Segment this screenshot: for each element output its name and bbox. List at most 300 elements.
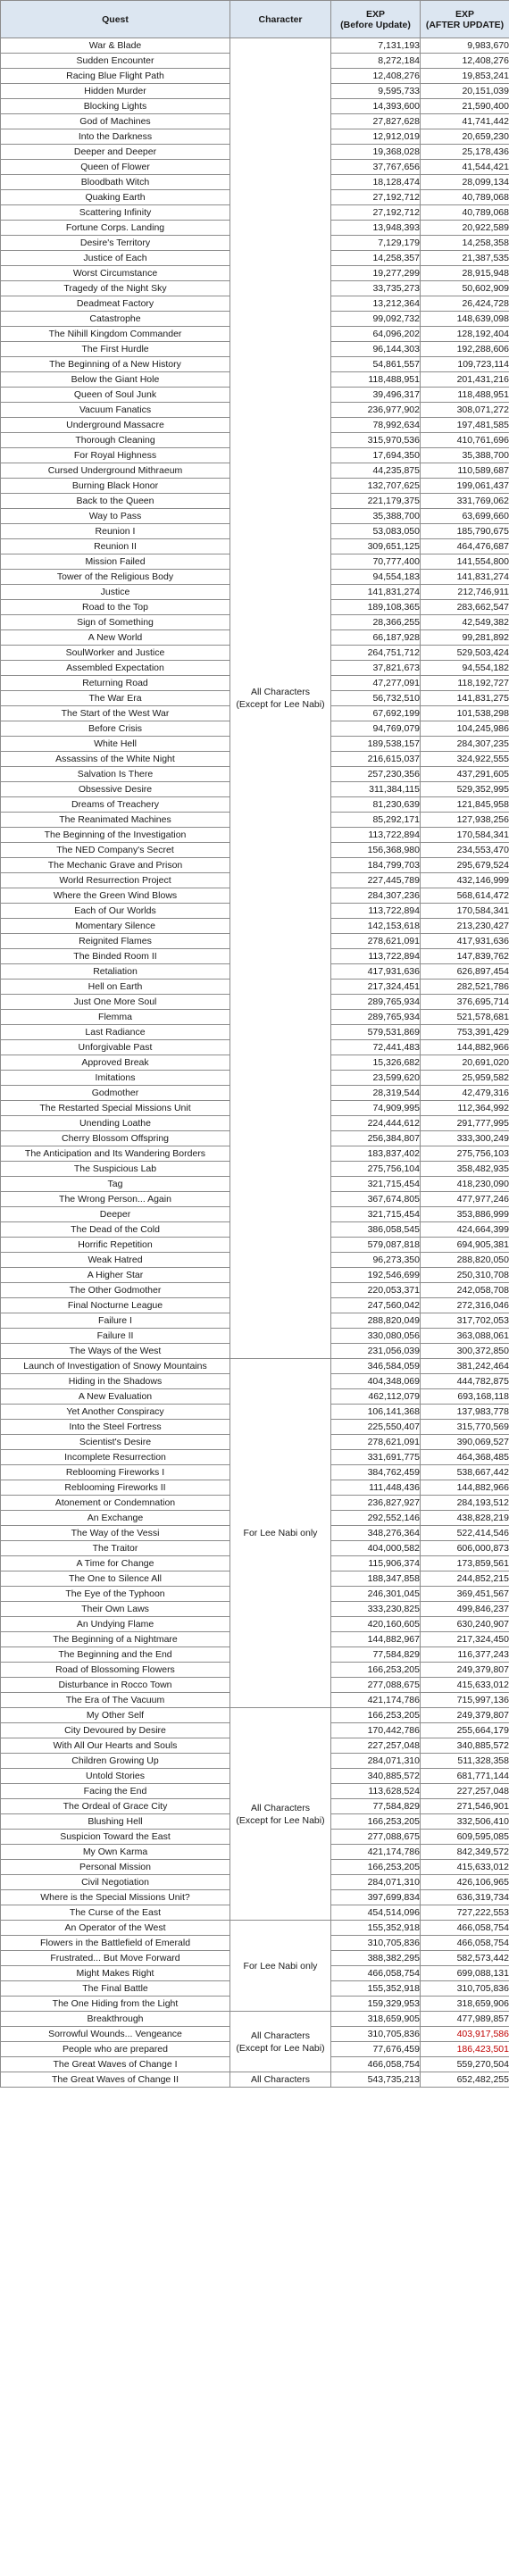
- exp-before-cell: 166,253,205: [331, 1663, 421, 1678]
- exp-before-cell: 367,674,805: [331, 1192, 421, 1207]
- quest-name-cell: Road to the Top: [1, 600, 230, 615]
- exp-before-cell: 28,366,255: [331, 615, 421, 630]
- exp-after-cell: 477,989,857: [421, 2012, 509, 2027]
- exp-before-cell: 421,174,786: [331, 1693, 421, 1708]
- quest-name-cell: The Great Waves of Change I: [1, 2057, 230, 2072]
- quest-name-cell: Sign of Something: [1, 615, 230, 630]
- exp-after-cell: 128,192,404: [421, 327, 509, 342]
- exp-after-cell: 213,230,427: [421, 919, 509, 934]
- exp-before-cell: 19,368,028: [331, 145, 421, 160]
- quest-name-cell: Racing Blue Flight Path: [1, 69, 230, 84]
- quest-name-cell: The Traitor: [1, 1541, 230, 1556]
- exp-before-cell: 13,212,364: [331, 296, 421, 312]
- quest-name-cell: The Era of The Vacuum: [1, 1693, 230, 1708]
- quest-name-cell: Reblooming Fireworks II: [1, 1480, 230, 1496]
- exp-before-cell: 217,324,451: [331, 980, 421, 995]
- exp-after-cell: 199,061,437: [421, 479, 509, 494]
- quest-name-cell: Godmother: [1, 1086, 230, 1101]
- exp-after-cell: 376,695,714: [421, 995, 509, 1010]
- quest-name-cell: The Wrong Person... Again: [1, 1192, 230, 1207]
- exp-after-cell: 116,377,243: [421, 1647, 509, 1663]
- exp-after-cell: 14,258,358: [421, 236, 509, 251]
- exp-after-cell: 42,479,316: [421, 1086, 509, 1101]
- quest-name-cell: Justice of Each: [1, 251, 230, 266]
- exp-before-cell: 56,732,510: [331, 691, 421, 706]
- exp-before-cell: 417,931,636: [331, 964, 421, 980]
- exp-before-cell: 311,384,115: [331, 782, 421, 797]
- exp-after-cell: 272,316,046: [421, 1298, 509, 1313]
- quest-name-cell: Before Crisis: [1, 721, 230, 737]
- quest-name-cell: Obsessive Desire: [1, 782, 230, 797]
- quest-name-cell: The Eye of the Typhoon: [1, 1587, 230, 1602]
- exp-before-cell: 309,651,125: [331, 539, 421, 554]
- exp-after-cell: 137,983,778: [421, 1405, 509, 1420]
- exp-after-cell: 437,291,605: [421, 767, 509, 782]
- exp-before-cell: 330,080,056: [331, 1329, 421, 1344]
- exp-before-cell: 264,751,712: [331, 646, 421, 661]
- exp-before-cell: 47,277,091: [331, 676, 421, 691]
- exp-after-cell: 699,088,131: [421, 1966, 509, 1981]
- quest-name-cell: Weak Hatred: [1, 1253, 230, 1268]
- exp-after-cell: 282,521,786: [421, 980, 509, 995]
- exp-after-cell: 444,782,875: [421, 1374, 509, 1389]
- exp-after-cell: 127,938,256: [421, 813, 509, 828]
- exp-before-cell: 284,071,310: [331, 1754, 421, 1769]
- exp-after-column-header: EXP (AFTER UPDATE): [421, 1, 509, 38]
- quest-name-cell: Assembled Expectation: [1, 661, 230, 676]
- exp-after-cell: 192,288,606: [421, 342, 509, 357]
- quest-name-cell: Imitations: [1, 1071, 230, 1086]
- exp-after-cell: 340,885,572: [421, 1738, 509, 1754]
- exp-before-cell: 8,272,184: [331, 54, 421, 69]
- exp-after-cell: 50,602,909: [421, 281, 509, 296]
- quest-name-cell: Reignited Flames: [1, 934, 230, 949]
- character-label: All Characters: [251, 1802, 310, 1813]
- exp-after-cell: 271,546,901: [421, 1799, 509, 1814]
- table-row: [1, 1708, 509, 1723]
- exp-before-cell: 156,368,980: [331, 843, 421, 858]
- quest-name-cell: The Nihill Kingdom Commander: [1, 327, 230, 342]
- exp-after-cell: 415,633,012: [421, 1860, 509, 1875]
- exp-before-cell: 331,691,775: [331, 1450, 421, 1465]
- quest-name-cell: Mission Failed: [1, 554, 230, 570]
- exp-before-cell: 170,442,786: [331, 1723, 421, 1738]
- character-label: For Lee Nabi only: [243, 1960, 318, 1972]
- exp-after-cell: 255,664,179: [421, 1723, 509, 1738]
- quest-name-cell: A Time for Change: [1, 1556, 230, 1571]
- exp-after-cell: 308,071,272: [421, 403, 509, 418]
- exp-before-cell: 236,827,927: [331, 1496, 421, 1511]
- exp-after-cell: 438,828,219: [421, 1511, 509, 1526]
- quest-name-cell: Returning Road: [1, 676, 230, 691]
- exp-before-cell: 37,821,673: [331, 661, 421, 676]
- quest-name-cell: A New World: [1, 630, 230, 646]
- exp-before-cell: 247,560,042: [331, 1298, 421, 1313]
- exp-after-cell: 559,270,504: [421, 2057, 509, 2072]
- quest-name-cell: Hidden Murder: [1, 84, 230, 99]
- quest-name-cell: The Restarted Special Missions Unit: [1, 1101, 230, 1116]
- quest-name-cell: City Devoured by Desire: [1, 1723, 230, 1738]
- quest-column-header: Quest: [1, 1, 230, 38]
- quest-name-cell: Unending Loathe: [1, 1116, 230, 1131]
- character-label: For Lee Nabi only: [243, 1528, 318, 1538]
- exp-before-cell: 155,352,918: [331, 1921, 421, 1936]
- exp-before-cell: 384,762,459: [331, 1465, 421, 1480]
- table-row: [1, 2072, 509, 2088]
- quest-name-cell: Desire's Territory: [1, 236, 230, 251]
- quest-name-cell: Might Makes Right: [1, 1966, 230, 1981]
- exp-before-cell: 420,160,605: [331, 1617, 421, 1632]
- exp-after-cell: 275,756,103: [421, 1146, 509, 1162]
- exp-before-cell: 189,108,365: [331, 600, 421, 615]
- quest-name-cell: Children Growing Up: [1, 1754, 230, 1769]
- exp-before-cell: 275,756,104: [331, 1162, 421, 1177]
- quest-name-cell: Flemma: [1, 1010, 230, 1025]
- exp-before-cell: 183,837,402: [331, 1146, 421, 1162]
- exp-after-cell: 464,368,485: [421, 1450, 509, 1465]
- exp-before-cell: 284,071,310: [331, 1875, 421, 1890]
- exp-after-cell: 324,922,555: [421, 752, 509, 767]
- exp-before-cell: 27,192,712: [331, 205, 421, 221]
- exp-after-cell: 291,777,995: [421, 1116, 509, 1131]
- exp-after-cell: 652,482,255: [421, 2072, 509, 2088]
- exp-after-cell: 681,771,144: [421, 1769, 509, 1784]
- quest-name-cell: Cherry Blossom Offspring: [1, 1131, 230, 1146]
- exp-before-cell: 15,326,682: [331, 1055, 421, 1071]
- exp-after-cell: 20,691,020: [421, 1055, 509, 1071]
- exp-before-cell: 397,699,834: [331, 1890, 421, 1905]
- quest-name-cell: Suspicion Toward the East: [1, 1830, 230, 1845]
- exp-after-cell: 28,915,948: [421, 266, 509, 281]
- character-cell: [230, 38, 331, 1359]
- exp-before-cell: 310,705,836: [331, 2027, 421, 2042]
- exp-after-cell: 173,859,561: [421, 1556, 509, 1571]
- exp-before-cell: 231,056,039: [331, 1344, 421, 1359]
- quest-name-cell: The Ways of the West: [1, 1344, 230, 1359]
- quest-name-cell: Momentary Silence: [1, 919, 230, 934]
- exp-before-cell: 54,861,557: [331, 357, 421, 372]
- quest-name-cell: Deeper: [1, 1207, 230, 1222]
- exp-before-cell: 113,628,524: [331, 1784, 421, 1799]
- quest-name-cell: My Other Self: [1, 1708, 230, 1723]
- exp-before-cell: 39,496,317: [331, 388, 421, 403]
- exp-after-cell: 609,595,085: [421, 1830, 509, 1845]
- quest-name-cell: Fortune Corps. Landing: [1, 221, 230, 236]
- exp-before-cell: 192,546,699: [331, 1268, 421, 1283]
- character-cell: [230, 1708, 331, 1921]
- character-column-header: Character: [230, 1, 331, 38]
- quest-name-cell: Personal Mission: [1, 1860, 230, 1875]
- quest-name-cell: Disturbance in Rocco Town: [1, 1678, 230, 1693]
- exp-before-cell: 454,514,096: [331, 1905, 421, 1921]
- exp-before-cell: 94,769,079: [331, 721, 421, 737]
- quest-name-cell: The Anticipation and Its Wandering Borders: [1, 1146, 230, 1162]
- exp-after-cell: 353,886,999: [421, 1207, 509, 1222]
- exp-after-cell: 331,769,062: [421, 494, 509, 509]
- exp-after-cell: 118,192,727: [421, 676, 509, 691]
- exp-before-cell: 118,488,951: [331, 372, 421, 388]
- quest-name-cell: A Higher Star: [1, 1268, 230, 1283]
- quest-name-cell: The Way of the Vessi: [1, 1526, 230, 1541]
- quest-name-cell: Queen of Soul Junk: [1, 388, 230, 403]
- quest-name-cell: The Mechanic Grave and Prison: [1, 858, 230, 873]
- exp-after-cell: 242,058,708: [421, 1283, 509, 1298]
- exp-before-cell: 166,253,205: [331, 1860, 421, 1875]
- quest-name-cell: Flowers in the Battlefield of Emerald: [1, 1936, 230, 1951]
- exp-before-cell: 346,584,059: [331, 1359, 421, 1374]
- quest-name-cell: With All Our Hearts and Souls: [1, 1738, 230, 1754]
- character-label-note: (Except for Lee Nabi): [236, 2042, 325, 2054]
- exp-before-cell: 27,827,628: [331, 114, 421, 129]
- quest-name-cell: Horrific Repetition: [1, 1238, 230, 1253]
- quest-name-cell: Assassins of the White Night: [1, 752, 230, 767]
- quest-name-cell: Tragedy of the Night Sky: [1, 281, 230, 296]
- exp-before-cell: 85,292,171: [331, 813, 421, 828]
- exp-before-cell: 132,707,625: [331, 479, 421, 494]
- quest-name-cell: Facing the End: [1, 1784, 230, 1799]
- exp-before-cell: 12,408,276: [331, 69, 421, 84]
- exp-before-cell: 277,088,675: [331, 1830, 421, 1845]
- exp-before-cell: 227,445,789: [331, 873, 421, 888]
- exp-before-cell: 543,735,213: [331, 2072, 421, 2088]
- quest-name-cell: The Reanimated Machines: [1, 813, 230, 828]
- table-row: [1, 2012, 509, 2027]
- quest-name-cell: Tower of the Religious Body: [1, 570, 230, 585]
- quest-name-cell: The Beginning of a New History: [1, 357, 230, 372]
- exp-after-cell: 144,882,966: [421, 1040, 509, 1055]
- quest-name-cell: Cursed Underground Mithraeum: [1, 463, 230, 479]
- exp-after-cell: 426,106,965: [421, 1875, 509, 1890]
- exp-before-cell: 386,058,545: [331, 1222, 421, 1238]
- exp-after-cell: 42,549,382: [421, 615, 509, 630]
- exp-after-cell: 318,659,906: [421, 1997, 509, 2012]
- exp-after-cell: 170,584,341: [421, 828, 509, 843]
- exp-after-cell: 522,414,546: [421, 1526, 509, 1541]
- quest-name-cell: Breakthrough: [1, 2012, 230, 2027]
- exp-before-cell: 321,715,454: [331, 1177, 421, 1192]
- exp-after-cell: 121,845,958: [421, 797, 509, 813]
- exp-after-cell: 197,481,585: [421, 418, 509, 433]
- exp-before-cell: 216,615,037: [331, 752, 421, 767]
- quest-name-cell: The Beginning of the Investigation: [1, 828, 230, 843]
- exp-after-cell: 170,584,341: [421, 904, 509, 919]
- quest-name-cell: World Resurrection Project: [1, 873, 230, 888]
- exp-before-cell: 321,715,454: [331, 1207, 421, 1222]
- quest-name-cell: Each of Our Worlds: [1, 904, 230, 919]
- exp-after-cell: 529,503,424: [421, 646, 509, 661]
- quest-name-cell: Just One More Soul: [1, 995, 230, 1010]
- quest-name-cell: Reunion II: [1, 539, 230, 554]
- quest-name-cell: Final Nocturne League: [1, 1298, 230, 1313]
- exp-after-cell: 283,662,547: [421, 600, 509, 615]
- exp-after-cell: 499,846,237: [421, 1602, 509, 1617]
- exp-before-cell: 224,444,612: [331, 1116, 421, 1131]
- quest-name-cell: The Other Godmother: [1, 1283, 230, 1298]
- exp-before-cell: 81,230,639: [331, 797, 421, 813]
- table-row: [1, 1359, 509, 1374]
- exp-before-cell: 221,179,375: [331, 494, 421, 509]
- exp-after-cell: 582,573,442: [421, 1951, 509, 1966]
- exp-after-cell: 109,723,114: [421, 357, 509, 372]
- exp-before-cell: 142,153,618: [331, 919, 421, 934]
- exp-before-cell: 188,347,858: [331, 1571, 421, 1587]
- exp-after-cell: 288,820,050: [421, 1253, 509, 1268]
- exp-before-cell: 404,348,069: [331, 1374, 421, 1389]
- exp-before-cell: 33,735,273: [331, 281, 421, 296]
- exp-after-cell: 715,997,136: [421, 1693, 509, 1708]
- exp-after-cell: 415,633,012: [421, 1678, 509, 1693]
- exp-after-cell: 141,554,800: [421, 554, 509, 570]
- exp-after-cell: 636,319,734: [421, 1890, 509, 1905]
- exp-after-cell: 842,349,572: [421, 1845, 509, 1860]
- quest-name-cell: The War Era: [1, 691, 230, 706]
- quest-name-cell: Queen of Flower: [1, 160, 230, 175]
- exp-after-cell: 63,699,660: [421, 509, 509, 524]
- quest-name-cell: The Start of the West War: [1, 706, 230, 721]
- quest-name-cell: Hell on Earth: [1, 980, 230, 995]
- exp-after-cell: 244,852,215: [421, 1571, 509, 1587]
- exp-after-cell: 21,387,535: [421, 251, 509, 266]
- exp-after-cell: 753,391,429: [421, 1025, 509, 1040]
- exp-after-cell: 227,257,048: [421, 1784, 509, 1799]
- exp-after-cell: 141,831,275: [421, 691, 509, 706]
- exp-before-cell: 289,765,934: [331, 1010, 421, 1025]
- exp-after-cell: 185,790,675: [421, 524, 509, 539]
- exp-before-cell: 77,676,459: [331, 2042, 421, 2057]
- quest-name-cell: The Beginning and the End: [1, 1647, 230, 1663]
- quest-name-cell: Quaking Earth: [1, 190, 230, 205]
- exp-after-cell: 20,151,039: [421, 84, 509, 99]
- exp-after-cell: 148,639,098: [421, 312, 509, 327]
- quest-name-cell: A New Evaluation: [1, 1389, 230, 1405]
- quest-name-cell: People who are prepared: [1, 2042, 230, 2057]
- exp-after-cell: 12,408,276: [421, 54, 509, 69]
- exp-before-cell: 37,767,656: [331, 160, 421, 175]
- exp-after-cell: 300,372,850: [421, 1344, 509, 1359]
- quest-name-cell: Civil Negotiation: [1, 1875, 230, 1890]
- exp-after-cell: 466,058,754: [421, 1921, 509, 1936]
- exp-before-column-header: EXP (Before Update): [331, 1, 421, 38]
- quest-name-cell: Sudden Encounter: [1, 54, 230, 69]
- exp-before-cell: 7,131,193: [331, 38, 421, 54]
- exp-before-cell: 579,531,869: [331, 1025, 421, 1040]
- exp-before-cell: 141,831,274: [331, 585, 421, 600]
- quest-name-cell: Thorough Cleaning: [1, 433, 230, 448]
- quest-name-cell: Approved Break: [1, 1055, 230, 1071]
- exp-before-cell: 18,128,474: [331, 175, 421, 190]
- exp-after-cell: 727,222,553: [421, 1905, 509, 1921]
- quest-name-cell: Scattering Infinity: [1, 205, 230, 221]
- exp-before-cell: 99,092,732: [331, 312, 421, 327]
- exp-after-cell: 284,193,512: [421, 1496, 509, 1511]
- quest-name-cell: White Hell: [1, 737, 230, 752]
- exp-after-cell: 25,959,582: [421, 1071, 509, 1086]
- quest-name-cell: Launch of Investigation of Snowy Mountains: [1, 1359, 230, 1374]
- exp-before-cell: 288,820,049: [331, 1313, 421, 1329]
- exp-before-cell: 278,621,091: [331, 934, 421, 949]
- exp-after-cell: 424,664,399: [421, 1222, 509, 1238]
- exp-before-cell: 189,538,157: [331, 737, 421, 752]
- exp-before-cell: 64,096,202: [331, 327, 421, 342]
- exp-before-cell: 289,765,934: [331, 995, 421, 1010]
- exp-after-cell: 19,853,241: [421, 69, 509, 84]
- quest-name-cell: Their Own Laws: [1, 1602, 230, 1617]
- exp-after-cell: 568,614,472: [421, 888, 509, 904]
- exp-after-cell: 529,352,995: [421, 782, 509, 797]
- character-label-note: (Except for Lee Nabi): [236, 699, 325, 710]
- quest-name-cell: War & Blade: [1, 38, 230, 54]
- exp-before-cell: 106,141,368: [331, 1405, 421, 1420]
- exp-before-cell: 333,230,825: [331, 1602, 421, 1617]
- table-header-row: [1, 1, 509, 38]
- exp-before-cell: 53,083,050: [331, 524, 421, 539]
- quest-name-cell: Vacuum Fanatics: [1, 403, 230, 418]
- exp-before-cell: 315,970,536: [331, 433, 421, 448]
- exp-before-cell: 17,694,350: [331, 448, 421, 463]
- exp-after-cell: 9,983,670: [421, 38, 509, 54]
- exp-after-cell: 511,328,358: [421, 1754, 509, 1769]
- quest-name-cell: Salvation Is There: [1, 767, 230, 782]
- exp-after-cell: 104,245,986: [421, 721, 509, 737]
- exp-after-cell: 477,977,246: [421, 1192, 509, 1207]
- exp-before-cell: 292,552,146: [331, 1511, 421, 1526]
- exp-before-cell: 23,599,620: [331, 1071, 421, 1086]
- exp-before-cell: 67,692,199: [331, 706, 421, 721]
- exp-after-cell: 310,705,836: [421, 1981, 509, 1997]
- exp-after-cell: 626,897,454: [421, 964, 509, 980]
- exp-before-cell: 78,992,634: [331, 418, 421, 433]
- exp-before-cell: 466,058,754: [331, 1966, 421, 1981]
- quest-name-cell: The First Hurdle: [1, 342, 230, 357]
- exp-before-cell: 44,235,875: [331, 463, 421, 479]
- quest-name-cell: Atonement or Condemnation: [1, 1496, 230, 1511]
- exp-before-cell: 115,906,374: [331, 1556, 421, 1571]
- exp-before-cell: 113,722,894: [331, 949, 421, 964]
- quest-name-cell: Road of Blossoming Flowers: [1, 1663, 230, 1678]
- exp-before-cell: 421,174,786: [331, 1845, 421, 1860]
- quest-name-cell: The Ordeal of Grace City: [1, 1799, 230, 1814]
- exp-after-cell: 332,506,410: [421, 1814, 509, 1830]
- exp-after-cell: 147,839,762: [421, 949, 509, 964]
- exp-before-cell: 19,277,299: [331, 266, 421, 281]
- quest-name-cell: Back to the Queen: [1, 494, 230, 509]
- exp-before-cell: 462,112,079: [331, 1389, 421, 1405]
- exp-after-cell: 217,324,450: [421, 1632, 509, 1647]
- exp-before-cell: 166,253,205: [331, 1814, 421, 1830]
- exp-after-cell: 315,770,569: [421, 1420, 509, 1435]
- exp-before-cell: 220,053,371: [331, 1283, 421, 1298]
- table-row: [1, 1921, 509, 1936]
- quest-name-cell: Blocking Lights: [1, 99, 230, 114]
- quest-name-cell: The Curse of the East: [1, 1905, 230, 1921]
- exp-after-cell: 403,917,586: [421, 2027, 509, 2042]
- exp-before-cell: 94,554,183: [331, 570, 421, 585]
- exp-after-cell: 26,424,728: [421, 296, 509, 312]
- quest-name-cell: Deeper and Deeper: [1, 145, 230, 160]
- quest-name-cell: Incomplete Resurrection: [1, 1450, 230, 1465]
- exp-after-cell: 381,242,464: [421, 1359, 509, 1374]
- exp-after-cell: 40,789,068: [421, 190, 509, 205]
- exp-after-cell: 317,702,053: [421, 1313, 509, 1329]
- quest-name-cell: Last Radiance: [1, 1025, 230, 1040]
- exp-after-cell: 25,178,436: [421, 145, 509, 160]
- character-label: All Characters: [251, 2030, 310, 2041]
- quest-name-cell: For Royal Highness: [1, 448, 230, 463]
- quest-name-cell: The One Hiding from the Light: [1, 1997, 230, 2012]
- exp-before-cell: 96,144,303: [331, 342, 421, 357]
- exp-after-cell: 99,281,892: [421, 630, 509, 646]
- quest-name-cell: Frustrated... But Move Forward: [1, 1951, 230, 1966]
